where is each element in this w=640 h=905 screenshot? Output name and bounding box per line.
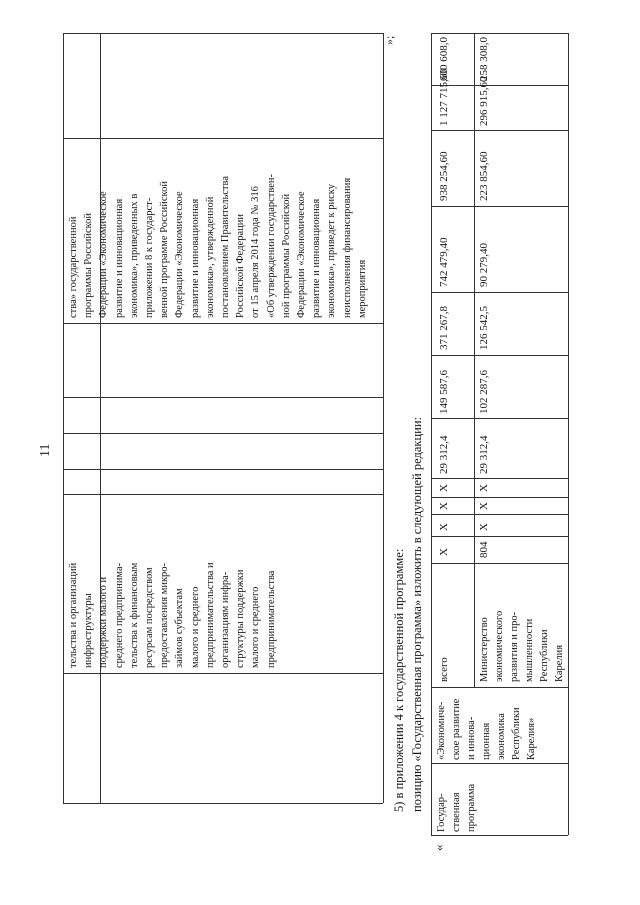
upper-left-line: ресурсам посредством <box>144 567 156 668</box>
row-ministry-value-5: 223 854,60 <box>478 151 490 201</box>
ministry-line: экономического <box>494 610 505 682</box>
row-total-code-3: X <box>438 502 450 510</box>
ministry-line: Республики <box>539 629 550 682</box>
program-name-line: ское развитие <box>451 698 462 760</box>
program-name-line: Республики <box>511 707 522 760</box>
row-total-value-2: 149 587,6 <box>438 370 450 414</box>
row-total-value-3: 371 267,8 <box>438 306 450 350</box>
upper-right-line: постановлением Правительства <box>220 175 232 318</box>
paragraph-line-2: позицию «Государственная программа» изложить в следующей редакции: <box>410 416 424 812</box>
upper-right-line: неисполнения финансирования <box>341 177 353 318</box>
row-total-code-1: X <box>438 548 450 556</box>
upper-right-line: развитие и инновационная <box>189 198 201 318</box>
upper-left-line: малого и среднего <box>250 586 262 668</box>
upper-left-line: предоставления микро- <box>159 562 171 668</box>
upper-right-line: ной программы Российской <box>280 193 292 318</box>
ministry-line: Карелия <box>554 644 565 682</box>
upper-left-line: предпринимательства и <box>204 562 216 668</box>
row-ministry-value-4: 90 279,40 <box>478 243 490 287</box>
upper-right-line: венной программе Российской <box>159 181 171 318</box>
upper-left-line: структуры поддержки <box>235 569 247 668</box>
upper-right-line: Федерации «Экономическое <box>174 191 186 318</box>
upper-right-line: развитие и инновационная <box>311 198 323 318</box>
row-total-value-4: 742 479,40 <box>438 237 450 287</box>
row-ministry-value-3: 126 542,5 <box>478 306 490 350</box>
row-ministry-code-4: X <box>478 484 490 492</box>
upper-right-line: мероприятия <box>356 259 368 318</box>
row-total-value-7: 600 608,0 <box>438 37 450 81</box>
upper-right-line: «Об утверждении государствен- <box>265 173 277 318</box>
program-name-line: «Экономиче- <box>436 701 447 760</box>
upper-right-line: Федерации «Экономическое <box>296 191 308 318</box>
row-total-value-5: 938 254,60 <box>438 151 450 201</box>
program-name-line: экономика <box>496 713 507 760</box>
ministry-line: мышленности <box>524 618 535 682</box>
upper-left-line: инфраструктуры <box>83 593 95 668</box>
upper-left-line: среднего предпринима- <box>113 562 125 668</box>
program-name-line: ционная <box>481 722 492 760</box>
row-ministry-code-3: X <box>478 502 490 510</box>
status-cell <box>434 784 479 832</box>
upper-left-line: предпринимательства <box>265 570 277 668</box>
row-total-code-2: X <box>438 523 450 531</box>
row-ministry-value-7: 258 308,0 <box>478 37 490 81</box>
upper-left-line: тельства к финансовым <box>128 562 140 668</box>
status-line: Государ- <box>436 793 447 832</box>
program-name-line: Карелия» <box>526 717 537 760</box>
upper-right-line: программы Российской <box>83 212 95 318</box>
upper-left-text <box>66 562 279 668</box>
upper-right-line: приложении 8 к государст- <box>144 197 156 318</box>
row-ministry-label <box>477 611 567 682</box>
upper-right-line: экономика», приведет к риску <box>326 184 338 318</box>
upper-right-line: от 15 апреля 2014 года № 316 <box>250 186 262 318</box>
upper-right-line: ства» государственной <box>68 216 79 318</box>
ministry-line: Министерство <box>479 617 490 682</box>
row-total-label: всего <box>438 657 450 682</box>
row-total-code-4: X <box>438 484 450 492</box>
upper-right-line: Российской Федерации <box>235 214 247 318</box>
upper-left-line: организациям инфра- <box>220 571 232 668</box>
row-ministry-value-1: 29 312,4 <box>478 435 490 474</box>
status-line: ственная <box>451 792 462 832</box>
program-name-cell <box>434 699 539 760</box>
ministry-line: развития и про- <box>509 611 520 682</box>
program-name-line: и иннова- <box>466 716 477 760</box>
row-ministry-value-2: 102 287,6 <box>478 370 490 414</box>
upper-right-line: экономика», утвержденной <box>204 196 216 318</box>
upper-left-line: тельства и организаций <box>68 562 79 668</box>
status-line: программа <box>466 783 477 832</box>
row-ministry-code-1: 804 <box>478 541 490 558</box>
closing-quote: »; <box>382 35 396 45</box>
row-ministry-code-2: X <box>478 523 490 531</box>
row-total-value-6: 1 127 715,60 <box>438 68 450 126</box>
paragraph-line-1: 5) в приложении 4 к государственной программе: <box>392 548 406 812</box>
upper-left-line: поддержки малого и <box>98 576 110 668</box>
upper-right-line: Федерации «Экономическое <box>98 191 110 318</box>
upper-right-line: экономика», приведенных в <box>128 193 140 318</box>
upper-left-line: малого и среднего <box>189 586 201 668</box>
upper-right-line: развитие и инновационная <box>113 198 125 318</box>
page-number: 11 <box>38 443 53 457</box>
row-ministry-value-6: 296 915,60 <box>478 76 490 126</box>
open-quote: « <box>431 844 446 851</box>
upper-left-line: займов субъектам <box>174 588 186 668</box>
upper-right-text <box>66 174 370 318</box>
row-total-value-1: 29 312,4 <box>438 435 450 474</box>
